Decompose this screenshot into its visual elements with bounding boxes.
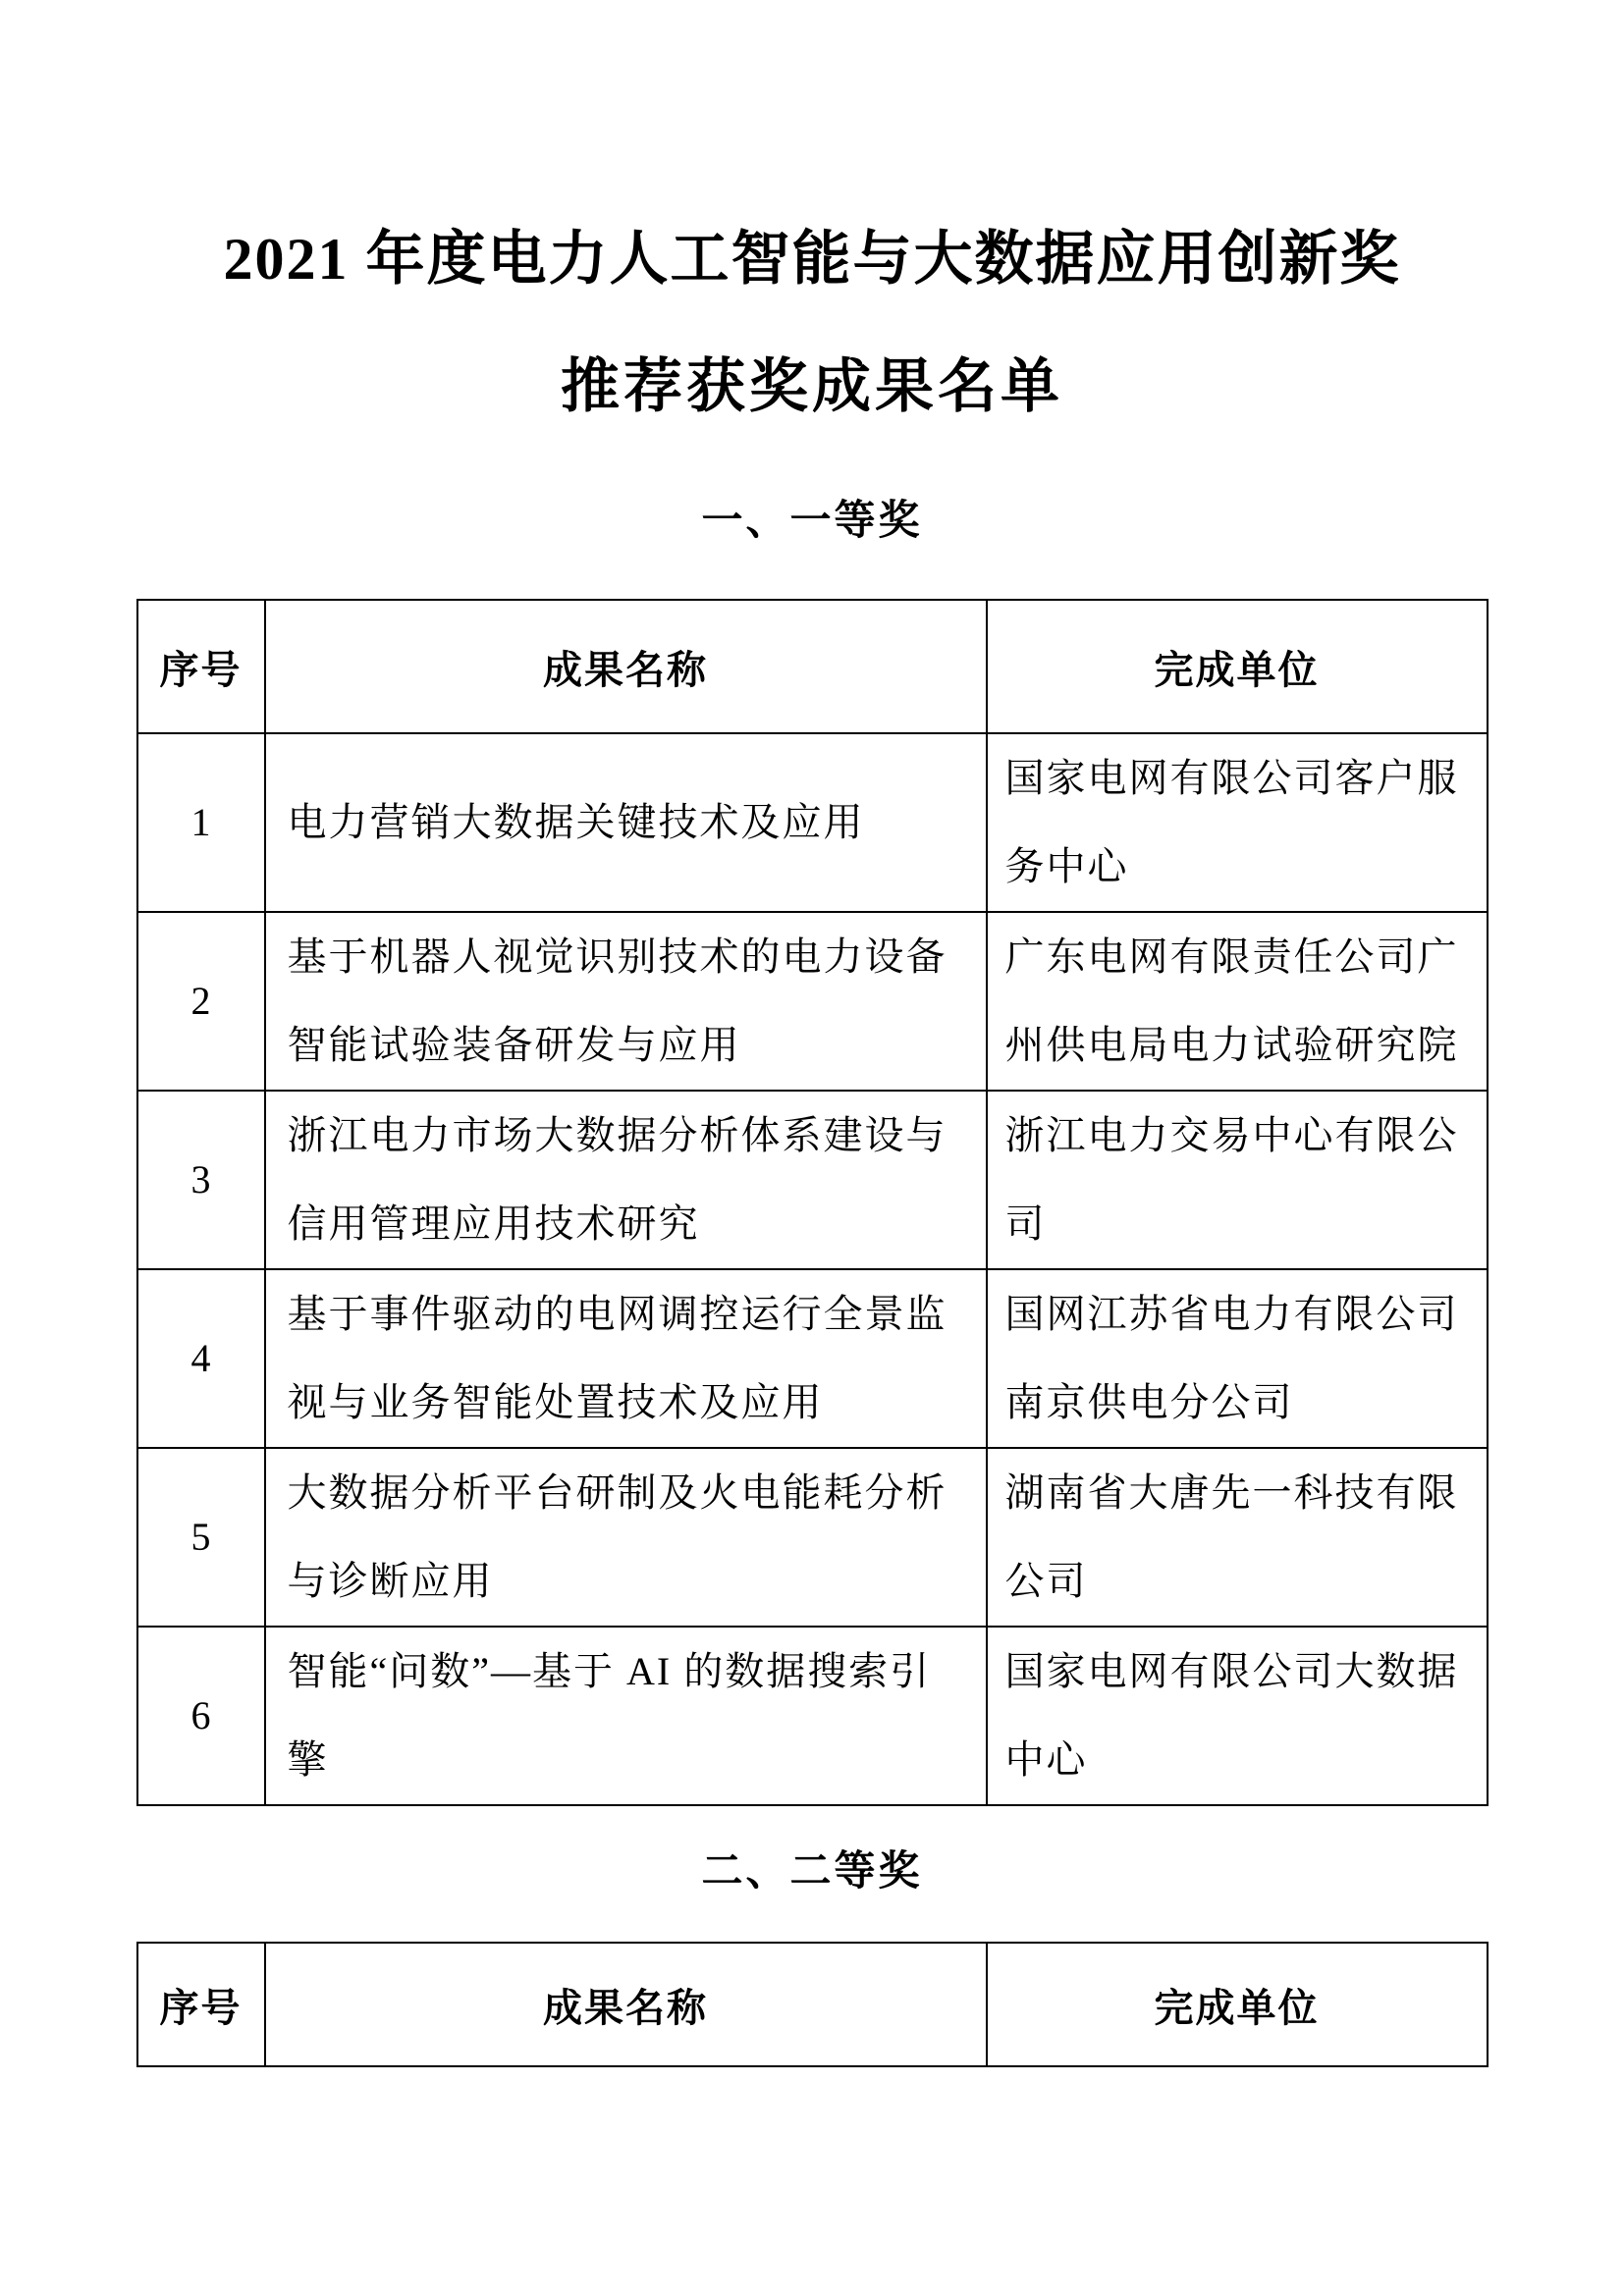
table-row [137, 1448, 1488, 1627]
achievement-name-cell: 基于机器人视觉识别技术的电力设备智能试验装备研发与应用 [265, 912, 987, 1091]
achievement-name-cell: 电力营销大数据关键技术及应用 [265, 733, 987, 912]
achievement-name-cell: 基于事件驱动的电网调控运行全景监视与业务智能处置技术及应用 [265, 1269, 987, 1448]
col-header-index: 序号 [137, 600, 265, 733]
organization-cell: 国网江苏省电力有限公司南京供电分公司 [987, 1269, 1488, 1448]
table-row [137, 1091, 1488, 1269]
row-index-cell: 5 [137, 1448, 265, 1627]
document-title-line1: 2021 年度电力人工智能与大数据应用创新奖 [223, 227, 1401, 292]
first-prize-table [136, 599, 1489, 1806]
col-header-index: 序号 [137, 1943, 265, 2066]
table-row [137, 733, 1488, 912]
section-heading-second-prize: 二、二等奖 [701, 1849, 923, 1895]
col-header-organization: 完成单位 [987, 600, 1488, 733]
col-header-achievement-name: 成果名称 [265, 1943, 987, 2066]
organization-cell: 国家电网有限公司大数据中心 [987, 1627, 1488, 1805]
organization-cell: 国家电网有限公司客户服务中心 [987, 733, 1488, 912]
second-prize-table [136, 1942, 1489, 2067]
row-index-cell: 6 [137, 1627, 265, 1805]
achievement-name-cell: 浙江电力市场大数据分析体系建设与信用管理应用技术研究 [265, 1091, 987, 1269]
table-row [137, 1269, 1488, 1448]
organization-cell: 浙江电力交易中心有限公司 [987, 1091, 1488, 1269]
col-header-achievement-name: 成果名称 [265, 600, 987, 733]
row-index-cell: 1 [137, 733, 265, 912]
table-header-row [137, 1943, 1488, 2066]
table-header-row [137, 600, 1488, 733]
row-index-cell: 2 [137, 912, 265, 1091]
document-title-line2: 推荐获奖成果名单 [561, 354, 1063, 419]
organization-cell: 广东电网有限责任公司广州供电局电力试验研究院 [987, 912, 1488, 1091]
row-index-cell: 3 [137, 1091, 265, 1269]
organization-cell: 湖南省大唐先一科技有限公司 [987, 1448, 1488, 1627]
achievement-name-cell: 智能“问数”—基于 AI 的数据搜索引擎 [265, 1627, 987, 1805]
section-heading-first-prize: 一、一等奖 [701, 499, 923, 544]
row-index-cell: 4 [137, 1269, 265, 1448]
table-row [137, 1627, 1488, 1805]
table-row [137, 912, 1488, 1091]
col-header-organization: 完成单位 [987, 1943, 1488, 2066]
achievement-name-cell: 大数据分析平台研制及火电能耗分析与诊断应用 [265, 1448, 987, 1627]
